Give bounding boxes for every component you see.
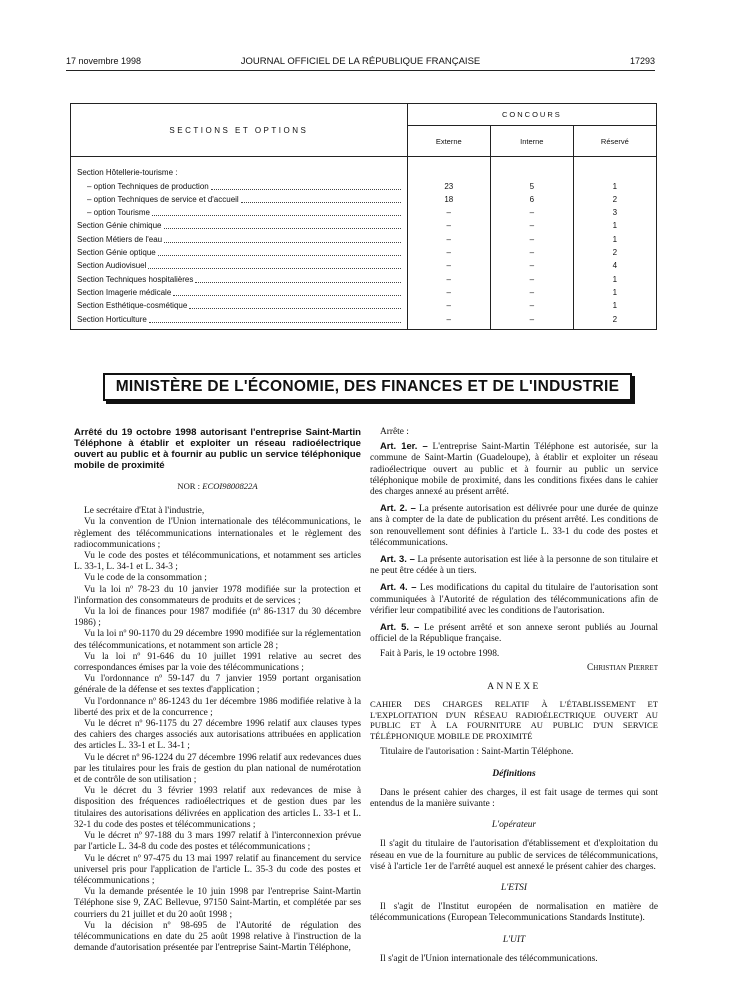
article-paragraph bbox=[370, 440, 658, 498]
term-definition: Il s'agit de l'Institut européen de normalisation en matière de télécommunications (European Telecommunications Standards Institute). bbox=[370, 902, 658, 924]
article-text: L'entreprise Saint-Martin Téléphone est autorisée, sur la commune de Saint-Martin (Guadeloupe), à établir et exploiter un réseau radioélectrique ouvert au public et à fournir au public un service téléphonique mobile de proximité, dans les conditions fixées dans le cahier des charges annexé au présent arrêté. bbox=[370, 442, 658, 498]
visa-paragraph: Vu le décret nº 96-1224 du 27 décembre 1996 relatif aux redevances dues par les titulaires pour les frais de gestion du plan national de numérotation et de contrôle de son utilisation ; bbox=[74, 752, 361, 786]
row-reserve: 1 bbox=[573, 286, 656, 299]
article-number: Art. 5. – bbox=[380, 621, 420, 633]
row-label: Section Horticulture bbox=[77, 314, 147, 324]
row-interne: – bbox=[490, 286, 573, 299]
article-text: Les modifications du capital du titulaire de l'autorisation sont communiquées à l'Autorité de régulation des télécommunications afin de vérifier leur compatibilité avec les conditions de l'autorisation. bbox=[370, 583, 658, 616]
row-externe: – bbox=[407, 286, 490, 299]
row-externe: 23 bbox=[407, 179, 490, 192]
row-label-cell bbox=[71, 259, 408, 272]
visa-paragraph: Vu la décision nº 98-695 de l'Autorité de régulation des télécommunications en date du 25 août 1998 relative à l'instruction de la demande d'autorisation présentée par l'entreprise Saint-Martin Téléphone, bbox=[74, 920, 361, 954]
table-row bbox=[71, 272, 657, 285]
row-interne: – bbox=[490, 232, 573, 245]
row-interne: – bbox=[490, 312, 573, 329]
row-interne: – bbox=[490, 206, 573, 219]
dot-leader bbox=[152, 214, 401, 216]
table-row bbox=[71, 232, 657, 245]
row-reserve: 1 bbox=[573, 299, 656, 312]
header-date: 17 novembre 1998 bbox=[66, 56, 142, 66]
visa-paragraph: Le secrétaire d'Etat à l'industrie, bbox=[84, 506, 205, 517]
arrete-heading: Arrête : bbox=[380, 427, 409, 437]
left-column bbox=[74, 427, 361, 954]
row-label: Section Métiers de l'eau bbox=[77, 234, 163, 244]
visa-paragraph: Vu la loi nº 91-646 du 10 juillet 1991 relative au secret des correspondances émises par la voie des télécommunications ; bbox=[74, 651, 361, 674]
row-label-cell bbox=[71, 272, 408, 285]
row-externe: – bbox=[407, 259, 490, 272]
visa-paragraph: Vu la loi nº 78-23 du 10 janvier 1978 modifiée sur la protection et l'information des consommateurs de produits et de services ; bbox=[74, 584, 361, 606]
row-label-wrap bbox=[77, 300, 401, 312]
dot-leader bbox=[149, 321, 401, 323]
row-label-cell bbox=[71, 219, 408, 232]
row-externe: 18 bbox=[407, 193, 490, 206]
row-label-wrap bbox=[77, 181, 401, 193]
table-row bbox=[71, 246, 657, 259]
visa-paragraph: Vu la demande présentée le 10 juin 1998 par l'entreprise Saint-Martin Téléphone sise 9, ZAC Bellevue, 97150 Saint-Martin, et complétée par ses courriers du 21 juillet et du 20 août 1998 ; bbox=[74, 887, 361, 920]
row-label: – option Techniques de service et d'accueil bbox=[87, 194, 239, 204]
term-heading: L'ETSI bbox=[501, 883, 527, 894]
row-reserve: 3 bbox=[573, 206, 656, 219]
row-label: – option Tourisme bbox=[87, 208, 150, 218]
dot-leader bbox=[164, 241, 401, 243]
row-label-cell bbox=[71, 206, 408, 219]
dot-leader bbox=[164, 227, 401, 229]
row-label: Section Imagerie médicale bbox=[77, 287, 172, 297]
visa-paragraph: Vu le décret nº 96-1175 du 27 décembre 1996 relatif aux clauses types des cahiers des charges associés aux autorisations attribuées en application des articles L. 33-1 et L. 34-1 ; bbox=[74, 719, 361, 752]
row-externe: – bbox=[407, 219, 490, 232]
table-row bbox=[71, 259, 657, 272]
visa-paragraph: Vu l'ordonnance nº 59-147 du 7 janvier 1959 portant organisation générale de la défense et ses textes d'application ; bbox=[74, 674, 361, 696]
row-externe: – bbox=[407, 206, 490, 219]
article-text: La présente autorisation est liée à la personne de son titulaire et ne peut être cédée à un tiers. bbox=[370, 555, 659, 577]
row-label-wrap bbox=[77, 287, 401, 299]
article-number: Art. 3. – bbox=[380, 553, 415, 565]
term-definition: Il s'agit de l'Union internationale des télécommunications. bbox=[380, 953, 598, 964]
article-paragraph bbox=[370, 502, 658, 549]
dot-leader bbox=[211, 188, 401, 190]
row-label-wrap bbox=[77, 314, 401, 326]
article-text: La présente autorisation est délivrée pour une durée de quinze ans à compter de la date de publication du présent arrêté. Les conditions de son renouvellement sont définies à l'article L. 33-1 du code des postes et télécommunications. bbox=[370, 504, 658, 548]
row-externe: – bbox=[407, 272, 490, 285]
row-interne: – bbox=[490, 299, 573, 312]
row-interne: – bbox=[490, 259, 573, 272]
row-externe: – bbox=[407, 246, 490, 259]
visa-paragraph: Vu l'ordonnance nº 86-1243 du 1er décembre 1986 modifiée relative à la liberté des prix et de la concurrence ; bbox=[74, 696, 361, 718]
row-label: Section Techniques hospitalières bbox=[77, 274, 194, 284]
row-label-wrap bbox=[77, 220, 401, 232]
row-interne: 6 bbox=[490, 193, 573, 206]
visa-paragraph: Vu le décret nº 97-188 du 3 mars 1997 relatif à l'interconnexion prévue par l'article L. 34-8 du code des postes et télécommunications ; bbox=[74, 831, 361, 853]
table-intro: Section Hôtellerie-tourisme : bbox=[71, 166, 408, 179]
row-interne: 5 bbox=[490, 179, 573, 192]
concours-header: CONCOURS bbox=[407, 104, 656, 126]
row-interne: – bbox=[490, 246, 573, 259]
dot-leader bbox=[195, 281, 400, 283]
dot-leader bbox=[173, 294, 400, 296]
row-reserve: 2 bbox=[573, 246, 656, 259]
row-externe: – bbox=[407, 232, 490, 245]
row-label-cell bbox=[71, 299, 408, 312]
row-reserve: 2 bbox=[573, 193, 656, 206]
col-reserve: Réservé bbox=[573, 126, 656, 157]
fait-line: Fait à Paris, le 19 octobre 1998. bbox=[380, 649, 500, 660]
row-label-wrap bbox=[77, 247, 401, 259]
visas-list bbox=[74, 506, 361, 954]
term-definition: Il s'agit du titulaire de l'autorisation d'établissement et d'exploitation du réseau en vue de la fourniture au public de services de télécommunications, visé à l'article 1er de l'arrêté auquel est annexé le présent cahier des charges. bbox=[370, 839, 658, 872]
table-row bbox=[71, 193, 657, 206]
row-reserve: 1 bbox=[573, 272, 656, 285]
cahier-title: CAHIER DES CHARGES RELATIF À L'ÉTABLISSEMENT ET L'EXPLOITATION D'UN RÉSEAU RADIOÉLECTRIQUE OUVERT AU PUBLIC ET À LA FOURNITURE AU PUBLIC D'UN SERVICE TÉLÉPHONIQUE MOBILE DE PROXIMITÉ bbox=[370, 699, 658, 741]
row-label-cell bbox=[71, 312, 408, 329]
page-header bbox=[66, 56, 655, 70]
row-label-wrap bbox=[77, 207, 401, 219]
table-row bbox=[71, 312, 657, 329]
nor-label: NOR : bbox=[177, 481, 201, 491]
row-label-wrap bbox=[77, 194, 401, 206]
row-externe: – bbox=[407, 312, 490, 329]
table-row bbox=[71, 219, 657, 232]
header-rule bbox=[66, 70, 655, 71]
dot-leader bbox=[241, 201, 401, 203]
table-row bbox=[71, 206, 657, 219]
table-row bbox=[71, 286, 657, 299]
dot-leader bbox=[148, 267, 400, 269]
dot-leader bbox=[158, 254, 401, 256]
terms-list bbox=[370, 820, 658, 965]
dot-leader bbox=[189, 307, 400, 309]
row-label: Section Génie chimique bbox=[77, 221, 162, 231]
annexe-title: ANNEXE bbox=[487, 681, 541, 692]
row-reserve: 1 bbox=[573, 179, 656, 192]
visa-paragraph: Vu la loi de finances pour 1987 modifiée (nº 86-1317 du 30 décembre 1986) ; bbox=[74, 607, 361, 629]
visa-paragraph: Vu le code des postes et télécommunications, et notamment ses articles L. 33-1, L. 34-1 et L. 34-3 ; bbox=[74, 551, 361, 573]
visa-paragraph: Vu le code de la consommation ; bbox=[84, 573, 207, 584]
col-interne: Interne bbox=[490, 126, 573, 157]
visa-paragraph: Vu la convention de l'Union internationale des télécommunications, le règlement des télécommunications internationales et le règlement des radiocommunications ; bbox=[74, 517, 361, 550]
article-number: Art. 1er. – bbox=[380, 440, 428, 452]
row-externe: – bbox=[407, 299, 490, 312]
visa-paragraph: Vu le décret nº 97-475 du 13 mai 1997 relatif au financement du service universel pris pour l'application de l'article L. 35-3 du code des postes et télécommunications ; bbox=[74, 853, 361, 886]
table-row bbox=[71, 299, 657, 312]
article-paragraph bbox=[370, 621, 658, 645]
row-label-cell bbox=[71, 286, 408, 299]
article-paragraph bbox=[370, 553, 658, 577]
titulaire-line: Titulaire de l'autorisation : Saint-Martin Téléphone. bbox=[380, 747, 574, 758]
journal-title: JOURNAL OFFICIEL DE LA RÉPUBLIQUE FRANÇAISE bbox=[240, 56, 481, 67]
article-text: Le présent arrêté et son annexe seront publiés au Journal officiel de la République française. bbox=[370, 623, 659, 645]
col-externe: Externe bbox=[407, 126, 490, 157]
row-label-wrap bbox=[77, 234, 401, 246]
ministry-banner: MINISTÈRE DE L'ÉCONOMIE, DES FINANCES ET DE L'INDUSTRIE bbox=[103, 373, 632, 401]
row-label-cell bbox=[71, 193, 408, 206]
article-number: Art. 4. – bbox=[380, 581, 417, 593]
page-number: 17293 bbox=[629, 56, 655, 66]
nor-reference bbox=[74, 481, 361, 492]
term-heading: L'opérateur bbox=[491, 820, 537, 831]
row-interne: – bbox=[490, 219, 573, 232]
row-reserve: 4 bbox=[573, 259, 656, 272]
right-column bbox=[370, 427, 658, 965]
visa-paragraph: Vu la loi nº 90-1170 du 29 décembre 1990 modifiée sur la réglementation des télécommunications, et notamment son article 28 ; bbox=[74, 629, 361, 651]
row-label: Section Génie optique bbox=[77, 248, 156, 258]
row-label-wrap bbox=[77, 274, 401, 286]
row-label: Section Audiovisuel bbox=[77, 261, 147, 271]
article-number: Art. 2. – bbox=[380, 502, 416, 514]
row-reserve: 1 bbox=[573, 232, 656, 245]
row-label-cell bbox=[71, 179, 408, 192]
article-paragraph bbox=[370, 581, 658, 617]
sections-header: SECTIONS ET OPTIONS bbox=[71, 104, 408, 157]
row-label: Section Esthétique-cosmétique bbox=[77, 301, 188, 311]
row-reserve: 1 bbox=[573, 219, 656, 232]
table-row bbox=[71, 179, 657, 192]
row-label-wrap bbox=[77, 260, 401, 272]
row-reserve: 2 bbox=[573, 312, 656, 329]
signature: Christian Pierret bbox=[587, 662, 658, 673]
definitions-intro: Dans le présent cahier des charges, il est fait usage de termes qui sont entendus de la manière suivante : bbox=[370, 787, 658, 810]
row-label-cell bbox=[71, 232, 408, 245]
arrete-title: Arrêté du 19 octobre 1998 autorisant l'entreprise Saint-Martin Téléphone à établir et exploiter un réseau radioélectrique ouvert au public et à fournir au public un service téléphonique mobile de proximité bbox=[74, 427, 361, 471]
visa-paragraph: Vu le décret du 3 février 1993 relatif aux redevances de mise à disposition des fréquences radioélectriques et de gestion dues par les titulaires des autorisations délivrées en application des articles L. 33-1 et L. 32-1 du code des postes et télécommunications ; bbox=[74, 786, 361, 830]
row-interne: – bbox=[490, 272, 573, 285]
row-label-cell bbox=[71, 246, 408, 259]
nor-code: ECOI9800822A bbox=[202, 481, 258, 491]
definitions-heading: Définitions bbox=[492, 768, 536, 779]
articles-list bbox=[370, 440, 658, 645]
term-heading: L'UIT bbox=[502, 934, 526, 945]
row-label: – option Techniques de production bbox=[87, 181, 209, 191]
concours-table bbox=[70, 103, 657, 330]
